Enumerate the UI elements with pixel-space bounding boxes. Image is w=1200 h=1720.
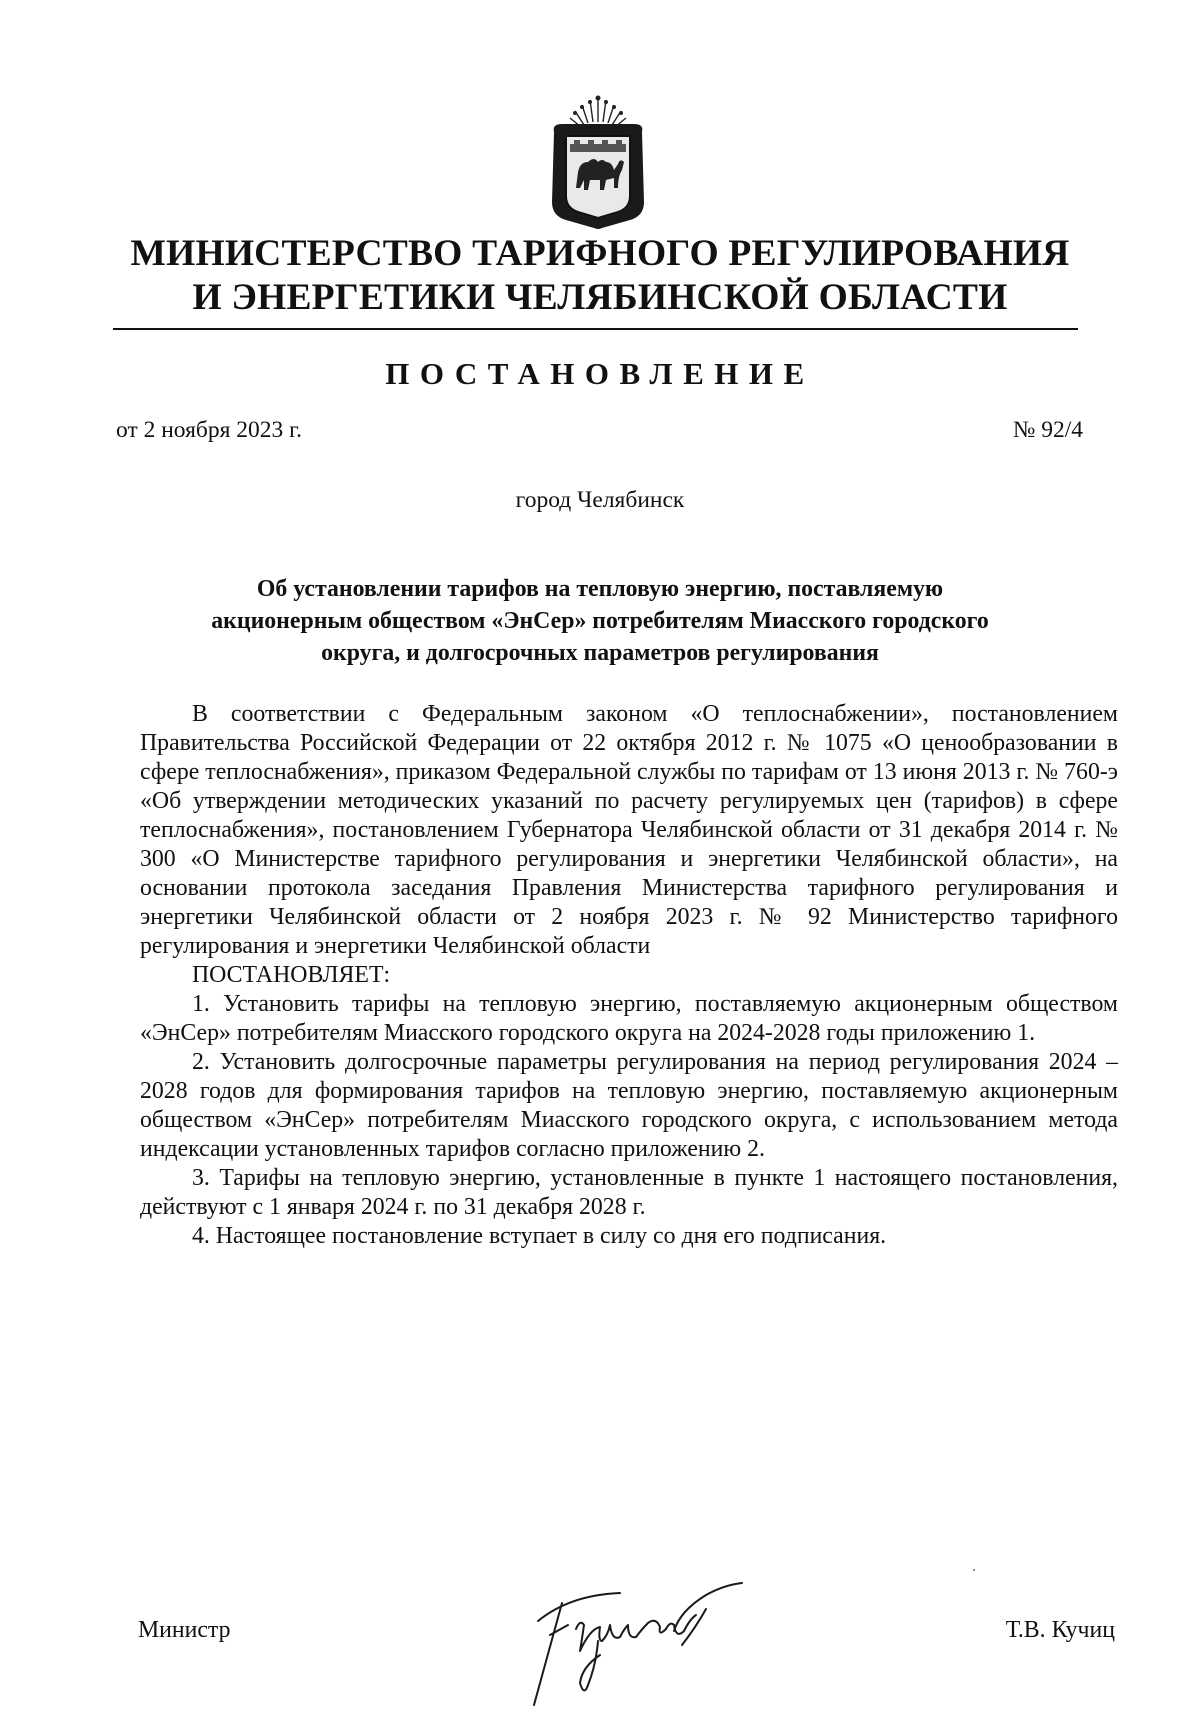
preamble-paragraph: В соответствии с Федеральным законом «О теплоснабжении», постановлением Правительства Российской Федерации от 22 октября 2012 г. № 1075 «О ценообразовании в сфере теплоснабжения», приказом Федеральной службы по тарифам от 13 июня 2013 г. № 760-э «Об утверждении методических указаний по расчету регулируемых цен (тарифов) в сфере теплоснабжения», постановлением Губернатора Челябинской области от 31 декабря 2014 г. № 300 «О Министерстве тарифного регулирования и энергетики Челябинской области», на основании протокола заседания Правления Министерства тарифного регулирования и энергетики Челябинской области от 2 ноября 2023 г. № 92 Министерство тарифного регулирования и энергетики Челябинской области bbox=[140, 701, 1118, 959]
ink-dot bbox=[973, 1569, 975, 1571]
item-paragraph-3: 3. Тарифы на тепловую энергию, установленные в пункте 1 настоящего постановления, действуют с 1 января 2024 г. по 31 декабря 2028 г. bbox=[140, 1165, 1118, 1220]
decree-number: № 92/4 bbox=[1012, 417, 1083, 443]
subject-line-2: акционерным обществом «ЭнСер» потребителям Миасского городского bbox=[211, 608, 989, 634]
subject-line-3: округа, и долгосрочных параметров регулирования bbox=[321, 640, 879, 666]
signatory-position: Министр bbox=[138, 1617, 231, 1643]
ministry-name bbox=[110, 232, 1090, 320]
decree-body bbox=[140, 700, 1118, 1251]
decree-subject bbox=[140, 573, 1060, 669]
decree-date: от 2 ноября 2023 г. bbox=[116, 417, 303, 443]
decree-title: ПОСТАНОВЛЕНИЕ bbox=[385, 356, 815, 391]
item-paragraph-4: 4. Настоящее постановление вступает в силу со дня его подписания. bbox=[192, 1223, 887, 1249]
item-paragraph-1: 1. Установить тарифы на тепловую энергию, поставляемую акционерным обществом «ЭнСер» потребителям Миасского городского округа на 2024-2028 годы приложению 1. bbox=[140, 991, 1118, 1046]
handwritten-signature-icon bbox=[510, 1555, 780, 1720]
coat-of-arms-icon bbox=[540, 92, 656, 232]
signatory-name: Т.В. Кучиц bbox=[1005, 1617, 1115, 1643]
subject-line-1: Об установлении тарифов на тепловую энергию, поставляемую bbox=[256, 576, 944, 602]
header-divider bbox=[113, 328, 1078, 330]
resolves-heading: ПОСТАНОВЛЯЕТ: bbox=[192, 962, 391, 988]
ministry-name-line-2: И ЭНЕРГЕТИКИ ЧЕЛЯБИНСКОЙ ОБЛАСТИ bbox=[192, 277, 1008, 318]
ministry-name-line-1: МИНИСТЕРСТВО ТАРИФНОГО РЕГУЛИРОВАНИЯ bbox=[130, 233, 1070, 274]
decree-city: город Челябинск bbox=[515, 487, 685, 513]
item-paragraph-2: 2. Установить долгосрочные параметры регулирования на период регулирования 2024 – 2028 годов для формирования тарифов на тепловую энергию, поставляемую акционерным обществом «ЭнСер» потребителям Миасского городского округа, с использованием метода индексации установленных тарифов согласно приложению 2. bbox=[140, 1049, 1118, 1162]
